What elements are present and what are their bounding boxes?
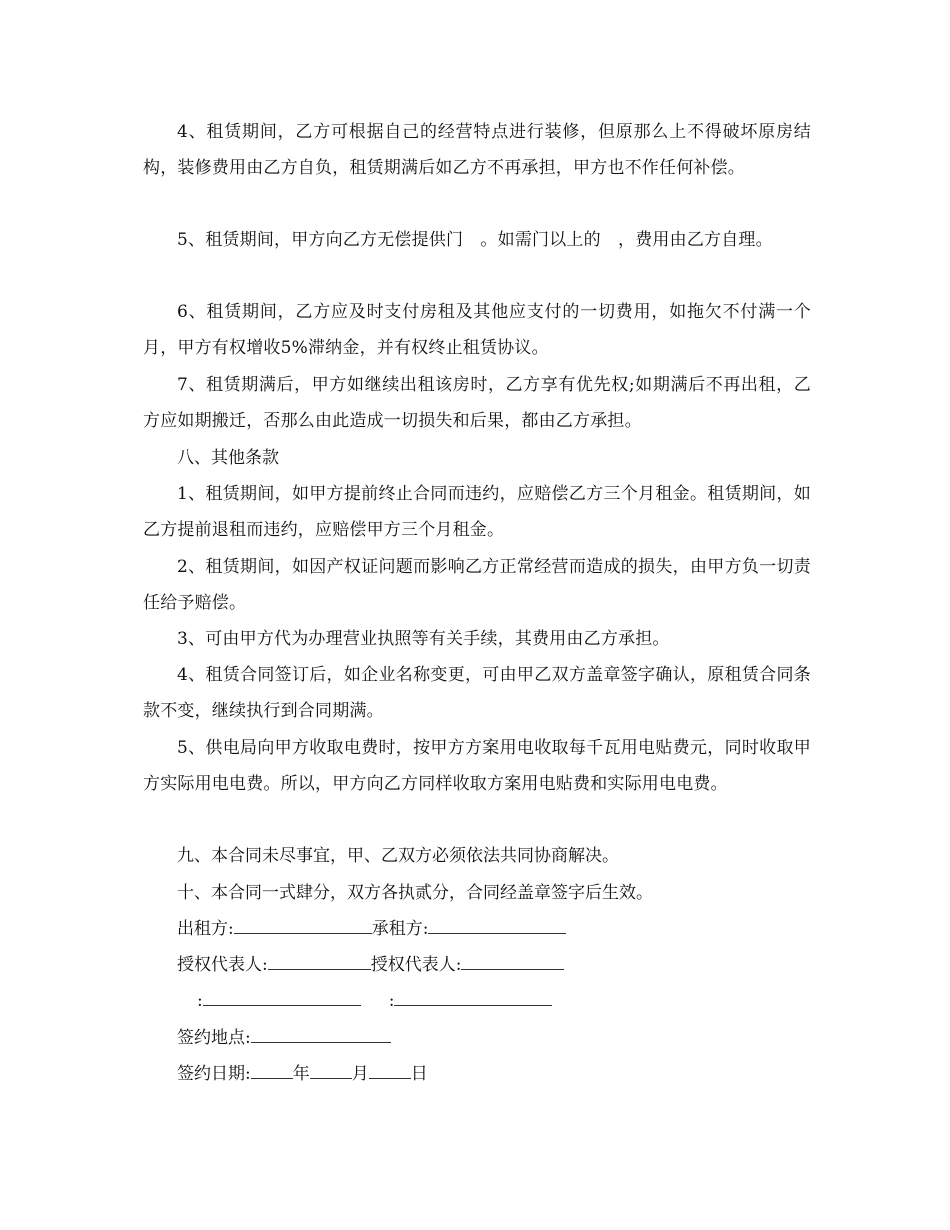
colon-blank-lessor	[203, 987, 361, 1006]
year-blank	[251, 1060, 293, 1079]
month-blank	[310, 1060, 352, 1079]
signature-row-blank	[197, 983, 552, 1019]
section-9: 九、本合同未尽事宜，甲、乙双方必须依法共同协商解决。	[177, 846, 619, 866]
rep-blank-lessor	[268, 951, 371, 970]
lessor-label: 出租方:	[177, 919, 234, 939]
clause-8-4: 4、租赁合同签订后，如企业名称变更，可由甲乙双方盖章签字确认，原租赁合同条款不变，继续执行到合同期满。	[143, 665, 811, 721]
clause-7-4: 4、租赁期间，乙方可根据自己的经营特点进行装修，但原那么上不得破坏原房结构，装修费用由乙方自负，租赁期满后如乙方不再承担，甲方也不作任何补偿。	[143, 122, 811, 178]
signature-row-date	[177, 1056, 428, 1092]
section-10: 十、本合同一式肆分，双方各执贰分，合同经盖章签字后生效。	[177, 883, 653, 903]
lessee-label: 承租方:	[371, 919, 429, 939]
signature-row-parties	[177, 911, 566, 947]
day-blank	[369, 1060, 411, 1079]
clause-7-5: 5、租赁期间，甲方向乙方无偿提供门 。如需门以上的 ，费用由乙方自理。	[177, 230, 773, 250]
place-blank	[251, 1024, 391, 1043]
colon-lessor: :	[197, 991, 203, 1011]
day-label: 日	[410, 1064, 428, 1084]
rep-label-lessor: 授权代表人:	[177, 955, 268, 975]
clause-8-5: 5、供电局向甲方收取电费时，按甲方方案用电收取每千瓦用电贴费元，同时收取甲方实际用电电费。所以，甲方向乙方同样收取方案用电贴费和实际用电电费。	[143, 738, 811, 794]
place-label: 签约地点:	[177, 1028, 251, 1048]
date-label: 签约日期:	[177, 1064, 251, 1084]
signature-row-place	[177, 1020, 391, 1056]
rep-blank-lessee	[461, 951, 564, 970]
clause-7-7: 7、租赁期满后，甲方如继续出租该房时，乙方享有优先权;如期满后不再出租，乙方应如期搬迁，否那么由此造成一切损失和后果，都由乙方承担。	[143, 375, 811, 431]
signature-row-representatives	[177, 947, 564, 983]
clause-8-3: 3、可由甲方代为办理营业执照等有关手续，其费用由乙方承担。	[177, 629, 670, 649]
year-label: 年	[292, 1064, 310, 1084]
colon-blank-lessee	[394, 987, 552, 1006]
colon-lessee: :	[388, 991, 395, 1011]
clause-7-6: 6、租赁期间，乙方应及时支付房租及其他应支付的一切费用，如拖欠不付满一个月，甲方有权增收5%滞纳金，并有权终止租赁协议。	[143, 302, 811, 358]
section-8-title: 八、其他条款	[177, 448, 279, 468]
rep-label-lessee: 授权代表人:	[370, 955, 462, 975]
month-label: 月	[351, 1064, 369, 1084]
clause-8-1: 1、租赁期间，如甲方提前终止合同而违约，应赔偿乙方三个月租金。租赁期间，如乙方提前退租而违约，应赔偿甲方三个月租金。	[143, 484, 811, 540]
lessee-blank	[428, 915, 566, 934]
clause-8-2: 2、租赁期间，如因产权证问题而影响乙方正常经营而造成的损失，由甲方负一切责任给予赔偿。	[143, 557, 811, 613]
lessor-blank	[234, 915, 372, 934]
